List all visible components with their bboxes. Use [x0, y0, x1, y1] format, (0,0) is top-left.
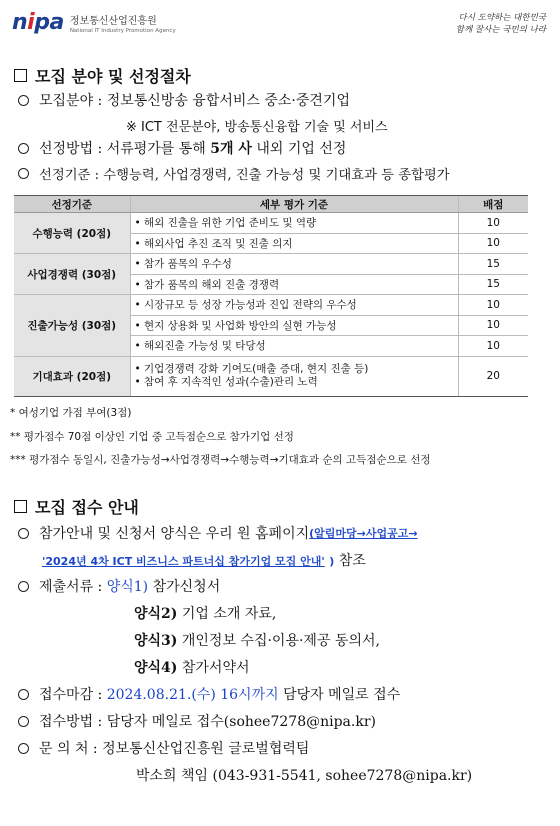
table-row	[14, 213, 528, 234]
docs-item-3: 양식3) 개인정보 수집·이용·제공 동의서,	[134, 633, 380, 649]
note-female-bonus: * 여성기업 가점 부여(3점)	[10, 407, 132, 419]
contact-person: 박소희 책임 (043-931-5541, sohee7278@nipa.kr)	[136, 768, 473, 784]
method-line: 선정방법 : 서류평가를 통해 5개 사 내외 기업 선정	[18, 138, 346, 158]
criteria-cell: • 해외 진출을 위한 기업 준비도 및 역량	[130, 213, 458, 234]
criteria-cell: • 시장규모 등 성장 가능성과 진입 전략의 우수성	[130, 295, 458, 316]
field-sub-note: ※ ICT 전문분야, 방송통신융합 기술 및 서비스	[126, 120, 388, 135]
contact-line: 문 의 처 : 정보통신산업진흥원 글로벌협력팀	[18, 738, 309, 758]
table-row	[14, 295, 528, 316]
guide-line: 참가안내 및 신청서 양식은 우리 원 홈페이지 (알림마당→사업공고→	[18, 523, 418, 543]
nipa-logo	[12, 10, 176, 35]
page-header	[12, 10, 546, 44]
announcement-link[interactable]: '2024년 4차 ICT 비즈니스 파트너십 참가기업 모집 안내'	[42, 555, 325, 568]
logo-english-name: National IT Industry Promotion Agency	[69, 27, 176, 34]
criteria-cell: • 참가 품목의 해외 진출 경쟁력	[130, 274, 458, 295]
circle-bullet-icon	[18, 95, 29, 106]
docs-line: 제출서류 : 양식1) 참가신청서	[18, 576, 220, 596]
score-cell: 15	[458, 274, 528, 295]
submission-method-line: 접수방법 : 담당자 메일로 접수(sohee7278@nipa.kr)	[18, 711, 376, 731]
criteria-cell: • 현지 상용화 및 사업화 방안의 실현 가능성	[130, 315, 458, 336]
slogan-line-2: 함께 잘사는 국민의 나라	[455, 25, 546, 35]
logo-wordmark: nipa	[12, 10, 64, 35]
square-bullet-icon	[14, 500, 27, 513]
score-cell: 10	[458, 336, 528, 357]
evaluation-criteria-table	[14, 195, 528, 397]
circle-bullet-icon	[18, 716, 29, 727]
docs-item-4: 양식4) 참가서약서	[134, 660, 250, 676]
section-title-selection: 모집 분야 및 선정절차	[14, 64, 191, 87]
deadline-line: 접수마감 : 2024.08.21.(수) 16시까지 담당자 메일로 접수	[18, 684, 400, 704]
header-criteria: 세부 평가 기준	[130, 196, 458, 213]
docs-item-2: 양식2) 기업 소개 자료,	[134, 606, 277, 622]
circle-bullet-icon	[18, 143, 29, 154]
note-tiebreak: *** 평가점수 동일시, 진출가능성→사업경쟁력→수행능력→기대효과 순의 고득점순으로 선정	[10, 454, 431, 466]
table-row	[14, 254, 528, 275]
criteria-cell: • 참가 품목의 우수성	[130, 254, 458, 275]
circle-bullet-icon	[18, 743, 29, 754]
criteria-line: 선정기준 : 수행능력, 사업경쟁력, 진출 가능성 및 기대효과 등 종합평가	[18, 164, 450, 183]
deadline-value: 2024.08.21.(수) 16시까지	[106, 687, 279, 703]
field-line: 모집분야 : 정보통신방송 융합서비스 중소·중견기업	[18, 90, 350, 110]
category-cell: 수행능력 (20점)	[14, 213, 130, 254]
section-title-application: 모집 접수 안내	[14, 495, 139, 518]
score-cell: 10	[458, 315, 528, 336]
category-cell: 사업경쟁력 (30점)	[14, 254, 130, 295]
note-threshold: ** 평가점수 70점 이상인 기업 중 고득점순으로 참가기업 선정	[10, 431, 294, 443]
criteria-cell: • 해외진출 가능성 및 타당성	[130, 336, 458, 357]
criteria-cell: • 해외사업 추진 조직 및 진출 의지	[130, 233, 458, 254]
slogan	[450, 12, 546, 36]
table-header-row	[14, 196, 528, 213]
header-score: 배점	[458, 196, 528, 213]
logo-korean-name: 정보통신산업진흥원	[69, 15, 157, 27]
score-cell: 20	[458, 356, 528, 396]
score-cell: 15	[458, 254, 528, 275]
circle-bullet-icon	[18, 528, 29, 539]
circle-bullet-icon	[18, 581, 29, 592]
score-cell: 10	[458, 233, 528, 254]
category-cell: 기대효과 (20점)	[14, 356, 130, 396]
guide-line-2: '2024년 4차 ICT 비즈니스 파트너십 참가기업 모집 안내' ) 참조	[42, 553, 366, 569]
header-category: 선정기준	[14, 196, 130, 213]
score-cell: 10	[458, 295, 528, 316]
score-cell: 10	[458, 213, 528, 234]
notice-board-link[interactable]: (알림마당→사업공고→	[309, 527, 418, 540]
table-row	[14, 356, 528, 396]
square-bullet-icon	[14, 69, 27, 82]
circle-bullet-icon	[18, 689, 29, 700]
circle-bullet-icon	[18, 168, 29, 179]
slogan-line-1: 다시 도약하는 대한민국	[458, 13, 546, 23]
category-cell: 진출가능성 (30점)	[14, 295, 130, 357]
criteria-cell: • 기업경쟁력 강화 기여도(매출 증대, 현지 진출 등) • 참여 후 지속적인 성과(수출)관리 노력	[130, 356, 458, 396]
